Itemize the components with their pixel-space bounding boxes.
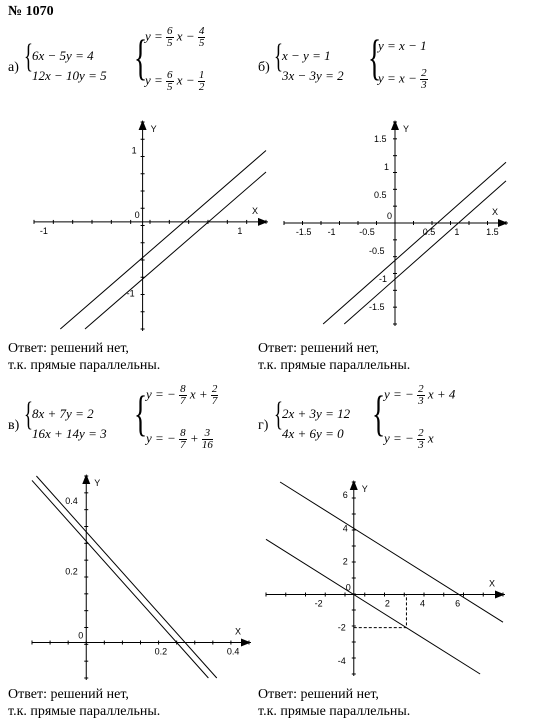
brace-d-system: { xyxy=(274,396,283,433)
series-line-1 xyxy=(280,482,503,622)
x-tick-label: 0 xyxy=(78,630,84,641)
y-tick-label: 2 xyxy=(342,556,348,567)
x-tick-label: -0.5 xyxy=(359,227,375,237)
system-b xyxy=(282,46,344,86)
solved-a xyxy=(145,26,205,93)
graph-d xyxy=(262,478,507,678)
answer-a-line2: т.к. прямые параллельны. xyxy=(8,358,161,373)
x-tick-label: 0 xyxy=(345,582,351,593)
graph-c xyxy=(28,472,253,682)
system-c-eq1: 8x + 7y = 2 xyxy=(32,406,94,421)
system-b-eq1: x − y = 1 xyxy=(282,48,331,63)
brace-b-solved: { xyxy=(368,29,382,85)
answer-d-line1: Ответ: решений нет, xyxy=(258,687,379,702)
y-tick-label: 6 xyxy=(342,490,348,501)
solved-a-eq2: y = $\frac{6}{5}$ x − $\frac{1}{2}$ xyxy=(145,69,205,93)
answer-a xyxy=(8,340,160,374)
answer-b xyxy=(258,340,410,374)
y-axis-label: Y xyxy=(94,478,101,488)
series-line-1 xyxy=(32,480,208,678)
y-tick-label: -0.5 xyxy=(369,246,385,257)
answer-b-line1: Ответ: решений нет, xyxy=(258,341,379,356)
x-tick-label: -2 xyxy=(314,598,323,609)
part-label-c: в) xyxy=(8,418,20,433)
series-line-2 xyxy=(36,476,216,678)
solved-b-eq1: y = x − 1 xyxy=(378,38,427,53)
solved-d-eq2: y = − $\frac{2}{3}$ x xyxy=(384,427,434,451)
system-a xyxy=(32,46,107,86)
x-tick-label: 0.5 xyxy=(422,227,436,237)
y-axis-label: Y xyxy=(150,124,157,134)
y-tick-label: 0.2 xyxy=(65,566,78,577)
series-line-2 xyxy=(266,539,480,674)
y-tick-label: 1 xyxy=(384,161,390,172)
brace-d-solved: { xyxy=(372,385,386,441)
brace-c-solved: { xyxy=(134,385,148,441)
y-tick-label: 1.5 xyxy=(374,133,387,144)
y-tick-label: 0.4 xyxy=(65,495,78,506)
solved-c-eq2: y = − $\frac{8}{7}$ + $\frac{3}{16}$ xyxy=(146,427,213,451)
x-tick-label: -1 xyxy=(327,227,336,237)
x-axis-label: X xyxy=(492,207,499,217)
y-axis-label: Y xyxy=(403,124,410,134)
graph-a xyxy=(30,118,270,333)
series-line-2 xyxy=(323,162,506,324)
system-a-eq2: 12x − 10y = 5 xyxy=(32,68,107,83)
x-axis-label: X xyxy=(235,626,242,637)
solved-d-eq1: y = − $\frac{2}{3}$ x + 4 xyxy=(384,383,456,407)
part-label-d: г) xyxy=(258,418,269,433)
problem-number: № 1070 xyxy=(8,4,54,19)
system-d-eq2: 4x + 6y = 0 xyxy=(282,426,344,441)
answer-b-line2: т.к. прямые параллельны. xyxy=(258,358,411,373)
solved-b-eq2: y = x − $\frac{2}{3}$ xyxy=(378,67,427,91)
answer-c xyxy=(8,686,160,720)
series-line-1 xyxy=(85,172,266,329)
solved-b xyxy=(378,36,428,91)
solved-a-eq1: y = $\frac{6}{5}$ x − $\frac{4}{5}$ xyxy=(145,25,205,49)
system-d xyxy=(282,404,350,444)
system-a-eq1: 6x − 5y = 4 xyxy=(32,48,94,63)
y-tick-label: -1.5 xyxy=(369,302,385,313)
answer-a-line1: Ответ: решений нет, xyxy=(8,341,129,356)
answer-d xyxy=(258,686,410,720)
answer-c-line2: т.к. прямые параллельны. xyxy=(8,704,161,719)
brace-c-system: { xyxy=(24,396,33,433)
x-axis-label: X xyxy=(252,205,259,216)
y-tick-label: 0.5 xyxy=(374,189,387,200)
y-tick-label: 4 xyxy=(342,523,348,534)
x-axis-label: X xyxy=(489,578,496,589)
system-c xyxy=(32,404,107,444)
system-b-eq2: 3x − 3y = 2 xyxy=(282,68,344,83)
brace-a-system: { xyxy=(24,38,33,75)
x-tick-label: 1 xyxy=(237,225,243,236)
system-c-eq2: 16x + 14y = 3 xyxy=(32,426,107,441)
answer-c-line1: Ответ: решений нет, xyxy=(8,687,129,702)
y-tick-label: -1 xyxy=(379,274,388,285)
x-tick-label: 0.4 xyxy=(226,646,240,657)
solved-c-eq1: y = − $\frac{8}{7}$ x + $\frac{2}{7}$ xyxy=(146,383,218,407)
system-d-eq1: 2x + 3y = 12 xyxy=(282,406,351,421)
brace-a-solved: { xyxy=(134,29,148,85)
y-tick-label: 1 xyxy=(131,145,137,156)
x-tick-label: 2 xyxy=(384,598,390,609)
part-label-b: б) xyxy=(258,60,270,75)
x-tick-label: 6 xyxy=(455,598,461,609)
part-label-a: а) xyxy=(8,60,19,75)
graph-b xyxy=(280,118,510,328)
brace-b-system: { xyxy=(274,38,283,75)
x-tick-label: 1 xyxy=(454,227,460,237)
solved-d xyxy=(384,384,455,451)
y-tick-label: -2 xyxy=(337,622,346,633)
y-tick-label: -1 xyxy=(126,288,135,299)
x-tick-label: 0 xyxy=(134,209,140,220)
x-tick-label: 1.5 xyxy=(486,227,499,237)
x-tick-label: 0.2 xyxy=(154,646,168,657)
x-tick-label: 0 xyxy=(387,211,393,221)
y-tick-label: -4 xyxy=(337,655,346,666)
solved-c xyxy=(146,384,218,451)
y-axis-label: Y xyxy=(361,484,368,494)
x-tick-label: -1 xyxy=(39,225,48,236)
series-line-2 xyxy=(60,151,266,329)
answer-d-line2: т.к. прямые параллельны. xyxy=(258,704,411,719)
x-tick-label: 4 xyxy=(420,598,426,609)
x-tick-label: -1.5 xyxy=(295,227,312,237)
